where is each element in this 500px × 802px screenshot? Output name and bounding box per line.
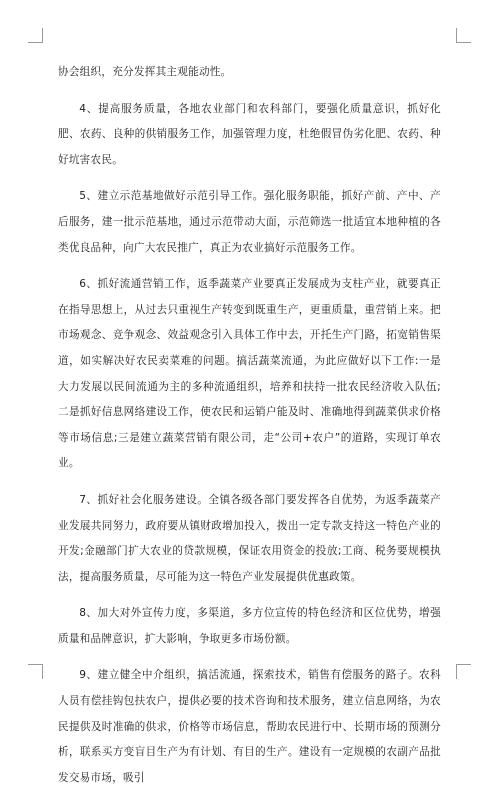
paragraph-item-7: 7、抓好社会化服务建设。全镇各级各部门要发挥各自优势，为返季蔬菜产业发展共同努力，政府要从镇财政增加投入，拨出一定专款支持这一特色产业的开发;金融部门扩大农业的贷款规模，保证农用资金的投放;工商、税务要规模执法，提高服务质量，尽可能为这一特色产业发展提供优惠政策。 (58, 493, 441, 583)
paragraph-continuation: 协会组织，充分发挥其主观能动性。 (58, 66, 232, 78)
paragraph-item-8: 8、加大对外宣传力度，多渠道，多方位宣传的特色经济和区位优势，增强质量和品牌意识，扩大影响，争取更多市场份额。 (58, 607, 441, 645)
paragraph-item-4: 4、提高服务质量，各地农业部门和农科部门，要强化质量意识，抓好化肥、农药、良种的供销服务工作，加强管理力度，杜绝假冒伪劣化肥、农药、种好坑害农民。 (58, 102, 441, 166)
crop-mark-bottom-right (456, 664, 471, 679)
paragraph-item-5: 5、建立示范基地做好示范引导工作。强化服务职能，抓好产前、产中、产后服务，建一批示范基地，通过示范带动大面，示范筛选一批适宜本地种植的各类优良品种，向广大农民推广，真正为农业搞好示范服务工作。 (58, 190, 441, 254)
crop-mark-top-right (456, 28, 471, 43)
document-body (58, 60, 441, 802)
paragraph-item-6: 6、抓好流通营销工作，返季蔬菜产业要真正发展成为支柱产业，就要真正在指导思想上，从过去只重视生产转变到既重生产，更重质量，重营销上来。把市场观念、竞争观念、效益观念引入具体工作中去，开托生产门路，拓宽销售渠道，如实解决好农民卖菜难的问题。搞活蔬菜流通，为此应做好以下工作:一是大力发展以民间流通为主的多种流通组织，培养和扶持一批农民经济收入队伍;二是抓好信息网络建设工作，使农民和运销户能及时、准确地得到蔬菜供求价格等市场信息;三是建立蔬菜营销有限公司，走“公司+农户”的道路，实现订单农业。 (58, 278, 441, 470)
paragraph-item-9: 9、建立健全中介组织，搞活流通，探索技术，销售有偿服务的路子。农科人员有偿挂钩包扶农户，提供必要的技术咨询和技术服务，建立信息网络，为农民提供及时准确的供求，价格等市场信息，帮助农民进行中、长期市场的预测分析，联系买方变盲目生产为有计划、有目的生产。建设有一定规模的农副产品批发交易市场，吸引 (58, 669, 441, 784)
crop-mark-bottom-left (28, 664, 43, 679)
crop-mark-top-left (28, 28, 43, 43)
